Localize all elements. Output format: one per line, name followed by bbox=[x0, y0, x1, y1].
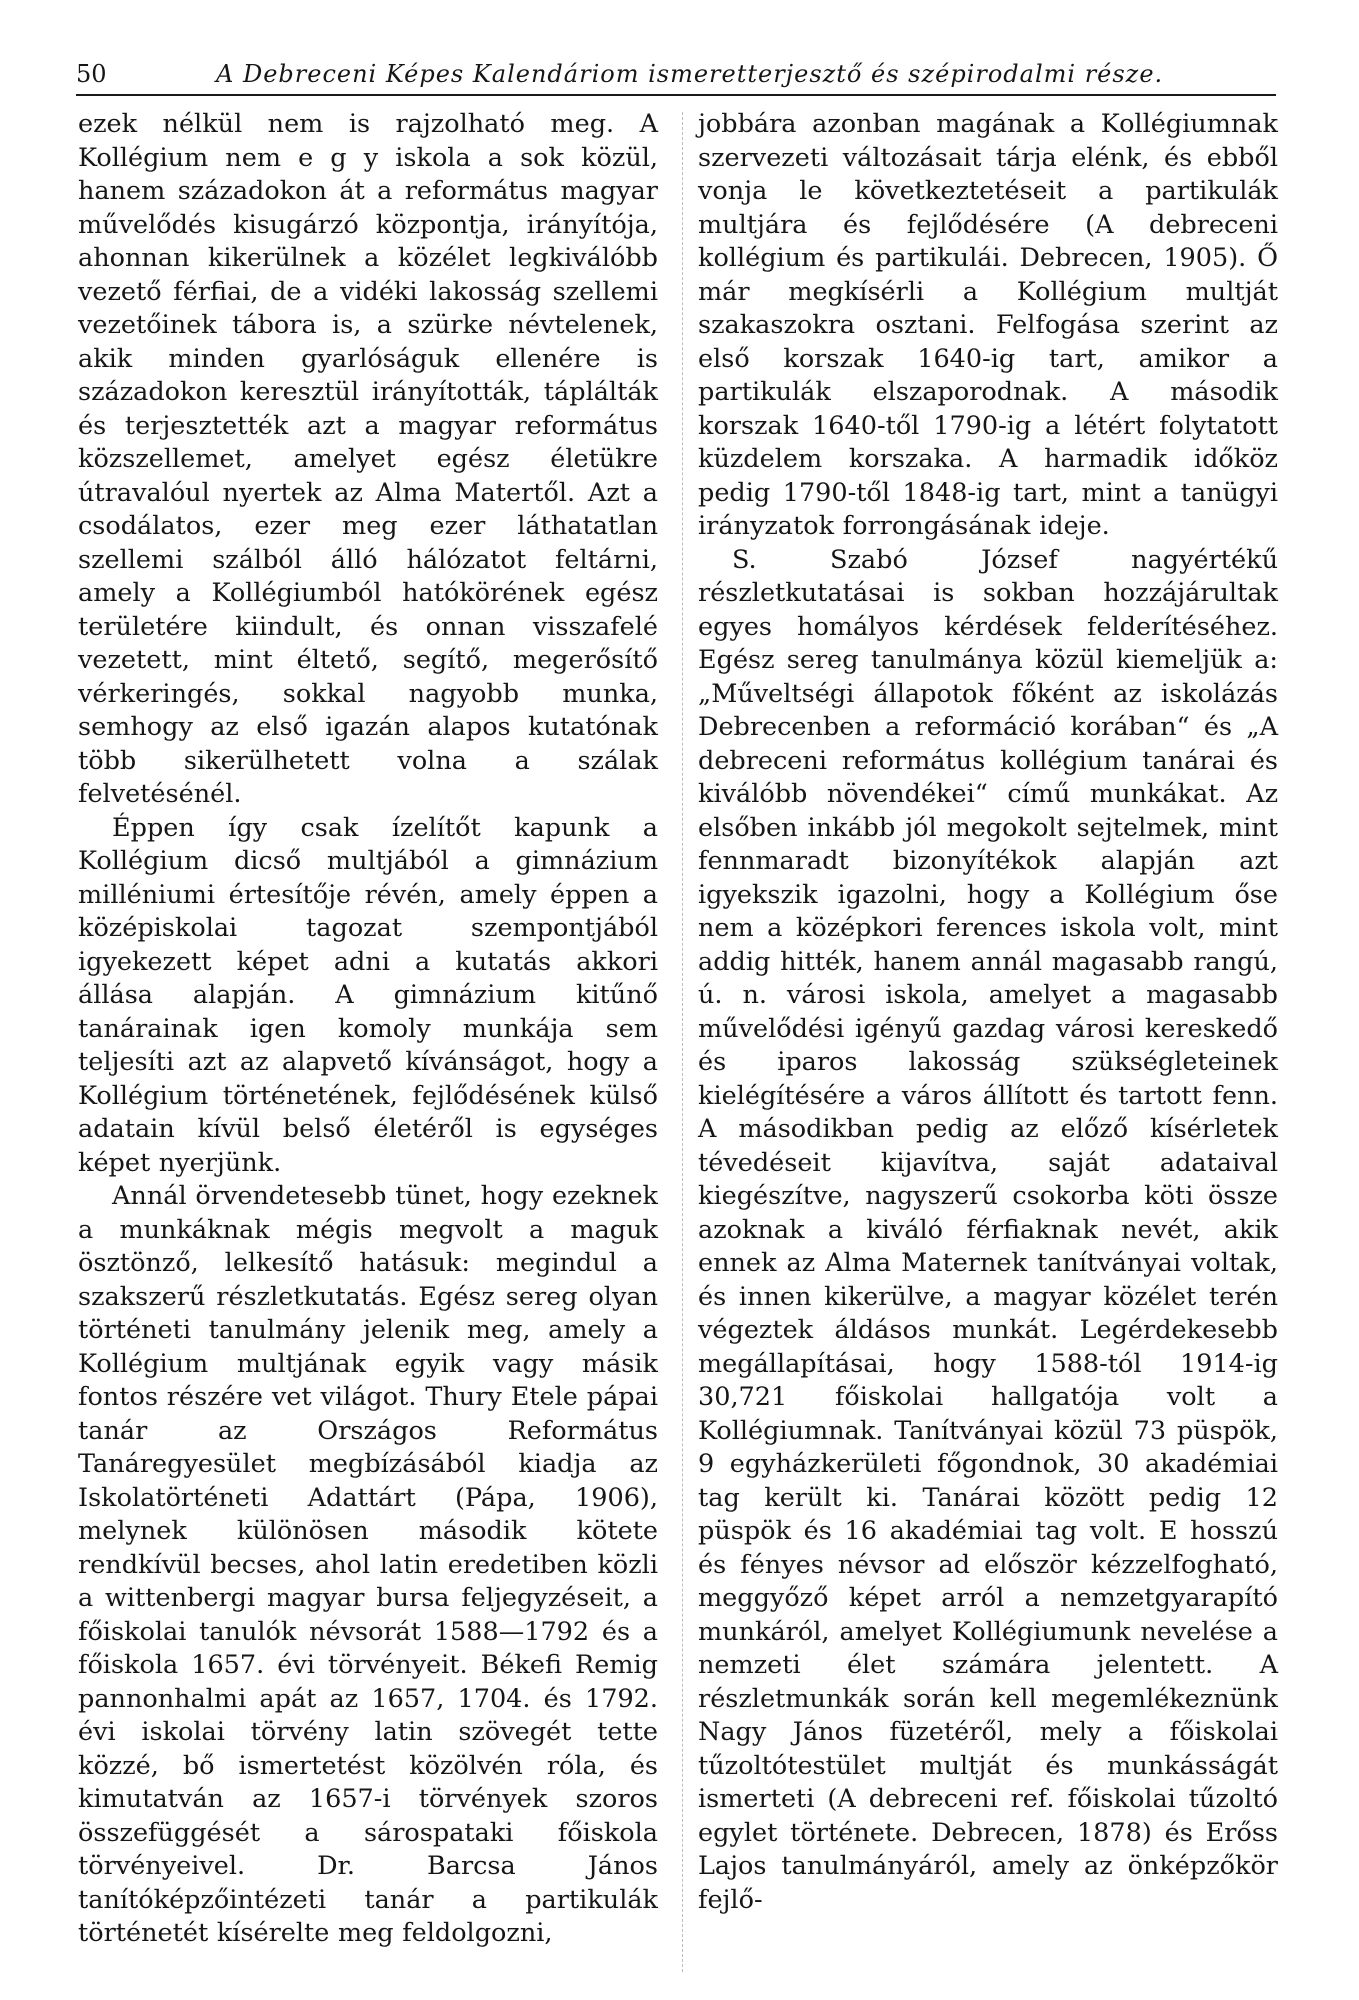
left-column bbox=[78, 108, 658, 1951]
paragraph: ezek nélkül nem is rajzolható meg. A Kollégium nem e g y iskola a sok közül, hanem századokon át a református magyar művelődés kisugárzó központja, irányítója, ahonnan kikerülnek a közélet legkiválóbb vezető férfiai, de a vidéki lakosság szellemi vezetőinek tábora is, a szürke névtelenek, akik minden gyarlóságuk ellenére is századokon keresztül irányították, táplálták és terjesztették azt a magyar református közszellemet, amelyet egész életükre útravalóul nyertek az Alma Matertől. Azt a csodálatos, ezer meg ezer láthatatlan szellemi szálból álló hálózatot feltárni, amely a Kollégiumból hatókörének egész területére kiindult, és onnan visszafelé vezetett, mint éltető, segítő, megerősítő vérkeringés, sokkal nagyobb munka, semhogy az első igazán alapos kutatónak több sikerülhetett volna a szálak felvetésénél. bbox=[78, 109, 658, 809]
column-divider bbox=[682, 112, 683, 1972]
page-number: 50 bbox=[76, 60, 107, 88]
header-rule bbox=[76, 94, 1276, 96]
page-header bbox=[76, 56, 1276, 92]
paragraph: Éppen így csak ízelítőt kapunk a Kollégium dicső multjából a gimnázium milléniumi értesítője révén, amely éppen a középiskolai tagozat szempontjából igyekezett képet adni a kutatás akkori állása alapján. A gimnázium kitűnő tanárainak igen komoly munkája sem teljesíti azt az alapvető kívánságot, hogy a Kollégium történetének, fejlődésének külső adatain kívül belső életéről is egységes képet nyerjünk. bbox=[78, 812, 658, 1178]
running-title: A Debreceni Képes Kalendáriom ismeretterjesztő és szépirodalmi része. bbox=[216, 60, 1164, 88]
paragraph: Annál örvendetesebb tünet, hogy ezeknek a munkáknak mégis megvolt a maguk ösztönző, lelkesítő hatásuk: megindul a szakszerű részletkutatás. Egész sereg olyan történeti tanulmány jelenik meg, amely a Kollégium multjának egyik vagy másik fontos részére vet világot. Thury Etele pápai tanár az Országos Református Tanáregyesület megbízásából kiadja az Iskolatörténeti Adattárt (Pápa, 1906), melynek különösen második kötete rendkívül becses, ahol latin eredetiben közli a wittenbergi magyar bursa feljegyzéseit, a főiskolai tanulók névsorát 1588—1792 és a főiskola 1657. évi törvényeit. Békefi Remig pannonhalmi apát az 1657, 1704. és 1792. évi iskolai törvény latin szövegét tette közzé, bő ismertetést közölvén róla, és kimutatván az 1657-i törvények szoros összefüggését a sárospataki főiskola törvényeivel. Dr. Barcsa János tanítóképzőintézeti tanár a partikulák történetét kísérelte meg feldolgozni, bbox=[78, 1181, 658, 1948]
paragraph: S. Szabó József nagyértékű részletkutatásai is sokban hozzájárultak egyes homályos kérdések felderítéséhez. Egész sereg tanulmánya közül kiemeljük a: „Műveltségi állapotok főként az iskolázás Debrecenben a reformáció korában“ és „A debreceni református kollégium tanárai és kiválóbb növendékei“ című munkákat. Az elsőben inkább jól megokolt sejtelmek, mint fennmaradt bizonyítékok alapján azt igyekszik igazolni, hogy a Kollégium őse nem a középkori ferences iskola volt, mint addig hitték, hanem annál magasabb rangú, ú. n. városi iskola, amelyet a magasabb művelődési igényű gazdag városi kereskedő és iparos lakosság szükségleteinek kielégítésére a város állított és tartott fenn. A másodikban pedig az előző kísérletek tévedéseit kijavítva, saját adataival kiegészítve, nagyszerű csokorba köti össze azoknak a kiváló férfiaknak nevét, akik ennek az Alma Maternek tanítványai voltak, és innen kikerülve, a magyar közélet terén végeztek áldásos munkát. Legérdekesebb megállapításai, hogy 1588-tól 1914-ig 30,721 főiskolai hallgatója volt a Kollégiumnak. Tanítványai közül 73 püspök, 9 egyházkerületi főgondnok, 30 akadémiai tag került ki. Tanárai között pedig 12 püspök és 16 akadémiai tag volt. E hosszú és fényes névsor ad először kézzelfogható, meggyőző képet arról a nemzetgyarapító munkáról, amelyet Kollégiumunk nevelése a nemzeti élet számára jelentett. A részletmunkák során kell megemlékeznünk Nagy János füzetéről, mely a főiskolai tűzoltótestület multját és munkásságát ismerteti (A debreceni ref. főiskolai tűzoltó egylet története. Debrecen, 1878) és Erőss Lajos tanulmányáról, amely az önképzőkör fejlő- bbox=[698, 544, 1278, 1915]
paragraph: jobbára azonban magának a Kollégiumnak szervezeti változásait tárja elénk, és ebből vonja le következtetéseit a partikulák multjára és fejlődésére (A debreceni kollégium és partikulái. Debrecen, 1905). Ő már megkísérli a Kollégium multját szakaszokra osztani. Felfogása szerint az első korszak 1640-ig tart, amikor a partikulák elszaporodnak. A második korszak 1640-től 1790-ig a létért folytatott küzdelem korszaka. A harmadik időköz pedig 1790-től 1848-ig tart, mint a tanügyi irányzatok forrongásának ideje. bbox=[698, 109, 1278, 541]
right-column bbox=[698, 108, 1278, 1917]
